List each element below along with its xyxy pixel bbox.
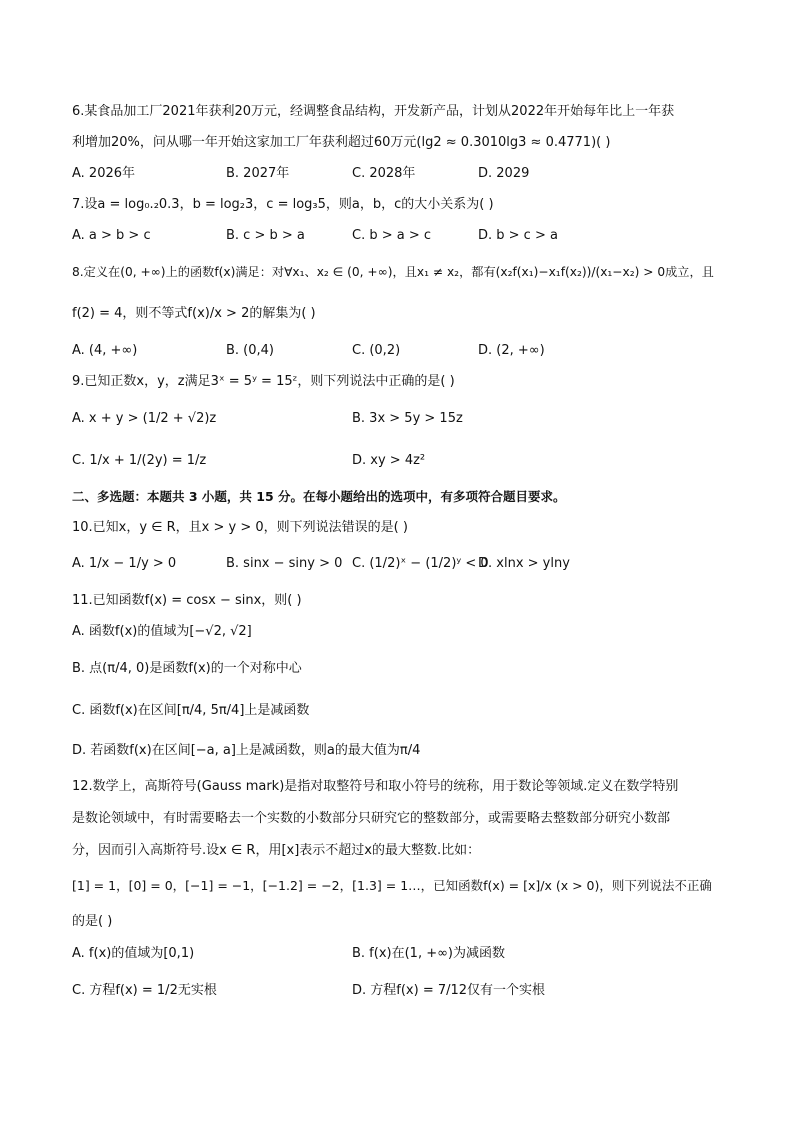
q9-option-b: B. 3x > 5y > 15z bbox=[352, 411, 463, 426]
q10-option-b: B. sinx − siny > 0 bbox=[226, 556, 343, 571]
q11-stem: 11.已知函数f(x) = cosx − sinx，则( ) bbox=[72, 593, 302, 608]
q12-option-d: D. 方程f(x) = 7/12仅有一个实根 bbox=[352, 983, 546, 998]
q12-option-c: C. 方程f(x) = 1/2无实根 bbox=[72, 983, 217, 998]
q8-option-a: A. (4, +∞) bbox=[72, 343, 138, 358]
q8-option-b: B. (0,4) bbox=[226, 343, 275, 358]
q12-line1: 12.数学上，高斯符号(Gauss mark)是指对取整符号和取小符号的统称，用于数论等领域.定义在数学特别 bbox=[72, 779, 679, 794]
section-2-heading: 二、多选题：本题共 3 小题，共 15 分。在每小题给出的选项中，有多项符合题目要求。 bbox=[72, 489, 566, 504]
q8-line2: f(2) = 4，则不等式f(x)/x > 2的解集为( ) bbox=[72, 306, 316, 321]
q9-option-d: D. xy > 4z² bbox=[352, 453, 426, 468]
q12-option-b: B. f(x)在(1, +∞)为减函数 bbox=[352, 946, 505, 961]
q12-line2: 是数论领域中，有时需要略去一个实数的小数部分只研究它的整数部分，或需要略去整数部分研究小数部 bbox=[72, 811, 671, 826]
q9-option-c: C. 1/x + 1/(2y) = 1/z bbox=[72, 453, 207, 468]
q8-option-d: D. (2, +∞) bbox=[478, 343, 545, 358]
q12-line4: [1] = 1，[0] = 0，[−1] = −1，[−1.2] = −2，[1.3] = 1…，已知函数f(x) = [x]/x (x > 0)，则下列说法不正确 bbox=[72, 878, 712, 893]
q6-option-c: C. 2028年 bbox=[352, 166, 416, 181]
q7-option-b: B. c > b > a bbox=[226, 228, 305, 243]
q10-option-c: C. (1/2)ˣ − (1/2)ʸ < 0 bbox=[352, 556, 489, 571]
q11-option-c: C. 函数f(x)在区间[π/4, 5π/4]上是减函数 bbox=[72, 703, 310, 718]
q7-option-a: A. a > b > c bbox=[72, 228, 151, 243]
q7-stem: 7.设a = log₀.₂0.3，b = log₂3，c = log₃5，则a，b，c的大小关系为( ) bbox=[72, 197, 494, 212]
q10-option-d: D. xlnx > ylny bbox=[478, 556, 570, 571]
q11-option-a: A. 函数f(x)的值域为[−√2, √2] bbox=[72, 624, 252, 639]
q11-option-b: B. 点(π/4, 0)是函数f(x)的一个对称中心 bbox=[72, 661, 302, 676]
q7-option-d: D. b > c > a bbox=[478, 228, 558, 243]
q8-option-c: C. (0,2) bbox=[352, 343, 401, 358]
q6-line1: 6.某食品加工厂2021年获利20万元，经调整食品结构，开发新产品，计划从2022年开始每年比上一年获 bbox=[72, 104, 675, 119]
q6-line2: 利增加20%，问从哪一年开始这家加工厂年获利超过60万元(lg2 ≈ 0.3010lg3 ≈ 0.4771)( ) bbox=[72, 135, 611, 150]
q10-stem: 10.已知x，y ∈ R，且x > y > 0，则下列说法错误的是( ) bbox=[72, 520, 408, 535]
q9-option-a: A. x + y > (1/2 + √2)z bbox=[72, 411, 217, 426]
q11-option-d: D. 若函数f(x)在区间[−a, a]上是减函数，则a的最大值为π/4 bbox=[72, 743, 421, 758]
q7-option-c: C. b > a > c bbox=[352, 228, 432, 243]
q10-option-a: A. 1/x − 1/y > 0 bbox=[72, 556, 177, 571]
q12-option-a: A. f(x)的值域为[0,1) bbox=[72, 946, 195, 961]
q8-line1: 8.定义在(0, +∞)上的函数f(x)满足：对∀x₁、x₂ ∈ (0, +∞)，且x₁ ≠ x₂，都有(x₂f(x₁)−x₁f(x₂))/(x₁−x₂) > 0成立，且 bbox=[72, 265, 714, 279]
q6-option-d: D. 2029 bbox=[478, 166, 530, 181]
q12-line5: 的是( ) bbox=[72, 914, 113, 929]
q6-option-b: B. 2027年 bbox=[226, 166, 290, 181]
q6-option-a: A. 2026年 bbox=[72, 166, 136, 181]
q12-line3: 分，因而引入高斯符号.设x ∈ R，用[x]表示不超过x的最大整数.比如： bbox=[72, 843, 481, 858]
q9-stem: 9.已知正数x，y，z满足3ˣ = 5ʸ = 15ᶻ，则下列说法中正确的是( ) bbox=[72, 374, 455, 389]
